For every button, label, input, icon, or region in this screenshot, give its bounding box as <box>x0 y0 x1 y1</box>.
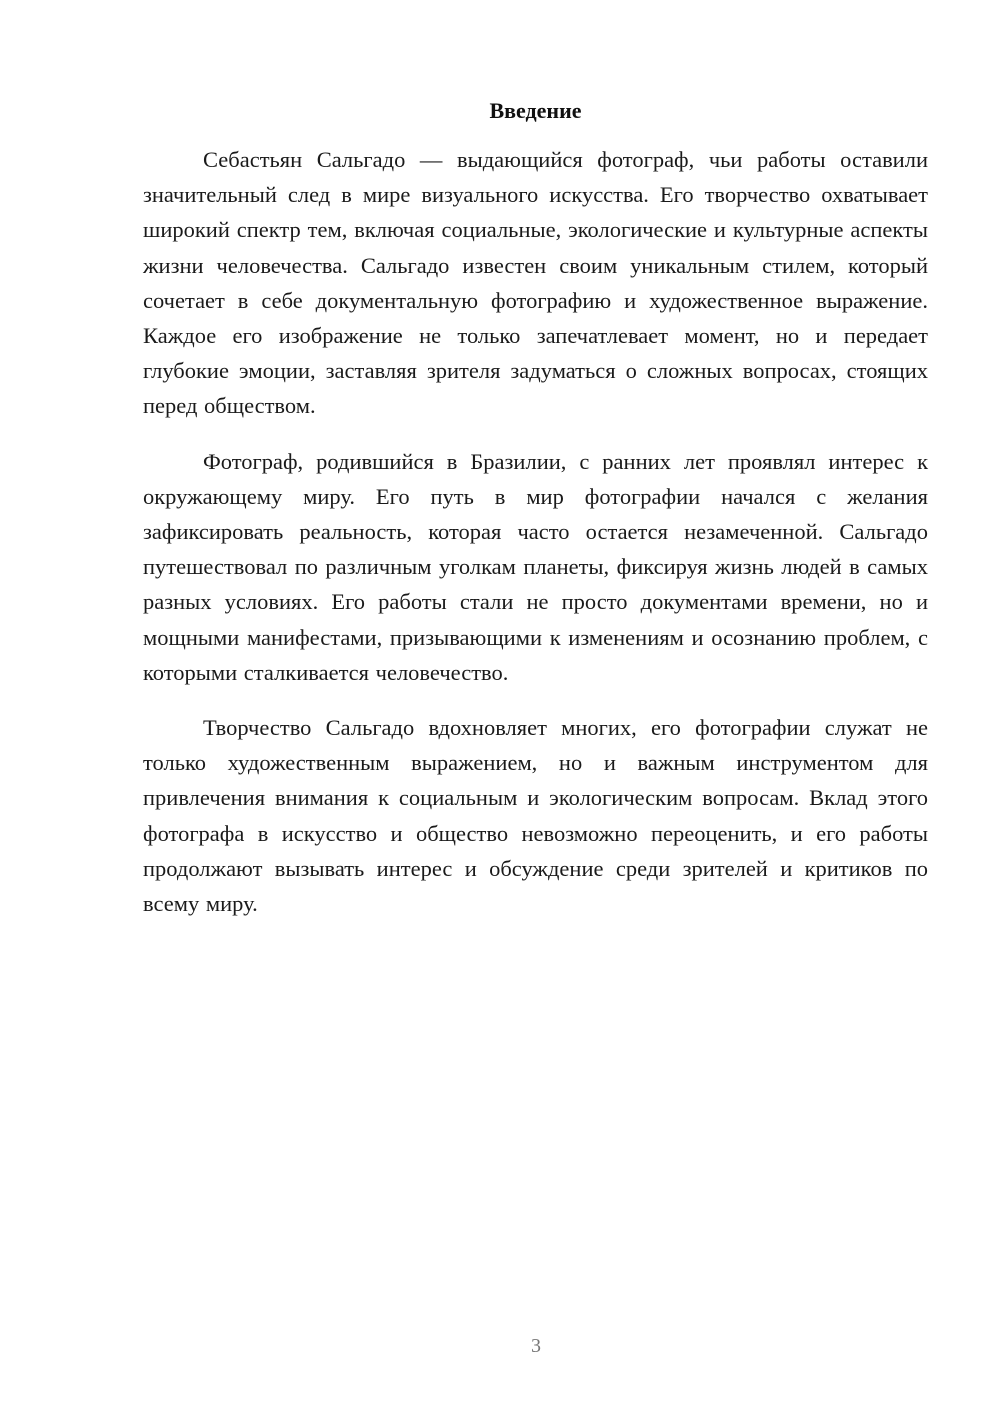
page-number: 3 <box>531 1335 541 1357</box>
paragraph-2: Фотограф, родившийся в Бразилии, с ранних лет проявлял интерес к окружающему миру. Его путь в мир фотографии начался с желания зафиксировать реальность, которая часто остается незамеченной. Сальгадо путешествовал по различным уголкам планеты, фиксируя жизнь людей в самых разных условиях. Его работы стали не просто документами времени, но и мощными манифестами, призывающими к изменениям и осознанию проблем, с которыми сталкивается человечество. <box>143 448 928 685</box>
paragraph-3: Творчество Сальгадо вдохновляет многих, его фотографии служат не только художественным выражением, но и важным инструментом для привлечения внимания к социальным и экологическим вопросам. Вклад этого фотографа в искусство и общество невозможно переоценить, и его работы продолжают вызывать интерес и обсуждение среди зрителей и критиков по всему миру. <box>143 715 928 917</box>
page-content <box>143 96 928 941</box>
section-heading: Введение <box>489 98 582 123</box>
paragraph-1: Себастьян Сальгадо — выдающийся фотограф, чьи работы оставили значительный след в мире визуального искусства. Его творчество охватывает широкий спектр тем, включая социальные, экологические и культурные аспекты жизни человечества. Сальгадо известен своим уникальным стилем, который сочетает в себе документальную фотографию и художественное выражение. Каждое его изображение не только запечатлевает момент, но и передает глубокие эмоции, заставляя зрителя задуматься о сложных вопросах, стоящих перед обществом. <box>143 147 928 419</box>
